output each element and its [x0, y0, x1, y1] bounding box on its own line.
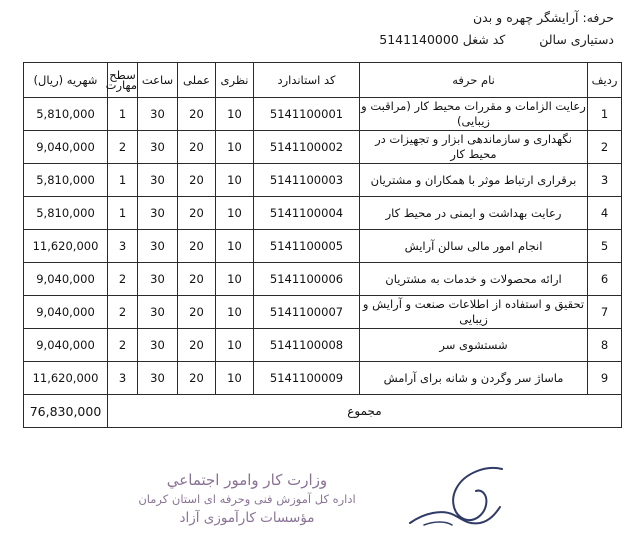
- table-row: [24, 296, 622, 329]
- cell-name: تحقیق و استفاده از اطلاعات صنعت و آرایش و زیبایی: [360, 296, 588, 329]
- cell-saat: 30: [138, 263, 178, 296]
- cell-radif: 3: [588, 164, 622, 197]
- cell-saat: 30: [138, 131, 178, 164]
- job-code-line: [26, 30, 614, 50]
- header-radif: ردیف: [588, 63, 622, 98]
- cell-skill-level: 3: [108, 362, 138, 395]
- cell-amali: 20: [178, 164, 216, 197]
- cell-fee: 9,040,000: [24, 329, 108, 362]
- table-row: [24, 329, 622, 362]
- table-total-row: [24, 395, 622, 428]
- header-amali: عملی: [178, 63, 216, 98]
- cell-radif: 1: [588, 98, 622, 131]
- document-header: [0, 0, 640, 56]
- cell-nazari: 10: [216, 329, 254, 362]
- cell-saat: 30: [138, 329, 178, 362]
- cell-amali: 20: [178, 329, 216, 362]
- cell-radif: 6: [588, 263, 622, 296]
- signature-icon: [390, 463, 560, 539]
- cell-amali: 20: [178, 230, 216, 263]
- cell-radif: 4: [588, 197, 622, 230]
- total-value: 76,830,000: [24, 395, 108, 428]
- cell-amali: 20: [178, 296, 216, 329]
- cell-name: نگهداری و سازماندهی ابزار و تجهیزات در محیط کار: [360, 131, 588, 164]
- cell-saat: 30: [138, 98, 178, 131]
- table-row: [24, 131, 622, 164]
- cell-name: شستشوی سر: [360, 329, 588, 362]
- cell-skill-level: 2: [108, 131, 138, 164]
- table-body: [24, 98, 622, 428]
- table-row: [24, 197, 622, 230]
- cell-nazari: 10: [216, 362, 254, 395]
- cell-name: ماساژ سر وگردن و شانه برای آرامش: [360, 362, 588, 395]
- header-nazari: نظری: [216, 63, 254, 98]
- table-row: [24, 164, 622, 197]
- stamp-line-office: اداره کل آموزش فنی وحرفه ای استان کرمان: [138, 492, 356, 506]
- cell-name: ارائه محصولات و خدمات به مشتریان: [360, 263, 588, 296]
- cell-code: 5141100007: [254, 296, 360, 329]
- table-row: [24, 263, 622, 296]
- cell-code: 5141100009: [254, 362, 360, 395]
- cell-code: 5141100001: [254, 98, 360, 131]
- cell-code: 5141100008: [254, 329, 360, 362]
- cell-nazari: 10: [216, 263, 254, 296]
- cell-name: رعایت بهداشت و ایمنی در محیط کار: [360, 197, 588, 230]
- cell-skill-level: 2: [108, 329, 138, 362]
- cell-code: 5141100006: [254, 263, 360, 296]
- header-fee: شهریه (ریال): [24, 63, 108, 98]
- cell-skill-level: 3: [108, 230, 138, 263]
- cell-nazari: 10: [216, 131, 254, 164]
- cell-radif: 2: [588, 131, 622, 164]
- cell-amali: 20: [178, 98, 216, 131]
- cell-radif: 8: [588, 329, 622, 362]
- cell-amali: 20: [178, 263, 216, 296]
- cell-radif: 9: [588, 362, 622, 395]
- cell-code: 5141100002: [254, 131, 360, 164]
- cell-nazari: 10: [216, 230, 254, 263]
- cell-amali: 20: [178, 362, 216, 395]
- cell-code: 5141100003: [254, 164, 360, 197]
- profession-line: [26, 8, 614, 28]
- official-stamp: [122, 471, 372, 528]
- total-label: مجموع: [108, 395, 622, 428]
- header-skill-level: سطح مهارت: [108, 63, 138, 98]
- cell-fee: 9,040,000: [24, 296, 108, 329]
- cell-skill-level: 2: [108, 263, 138, 296]
- cell-fee: 9,040,000: [24, 263, 108, 296]
- cell-amali: 20: [178, 197, 216, 230]
- header-code: کد استاندارد: [254, 63, 360, 98]
- stamp-and-signature-area: [0, 455, 640, 541]
- cell-nazari: 10: [216, 98, 254, 131]
- cell-radif: 7: [588, 296, 622, 329]
- handwritten-signature: [390, 463, 560, 539]
- cell-amali: 20: [178, 131, 216, 164]
- header-name: نام حرفه: [360, 63, 588, 98]
- cell-skill-level: 2: [108, 296, 138, 329]
- cell-fee: 5,810,000: [24, 197, 108, 230]
- table-header-row: [24, 63, 622, 98]
- table-row: [24, 98, 622, 131]
- cell-fee: 5,810,000: [24, 98, 108, 131]
- cell-skill-level: 1: [108, 164, 138, 197]
- cell-fee: 9,040,000: [24, 131, 108, 164]
- header-saat: ساعت: [138, 63, 178, 98]
- cell-nazari: 10: [216, 296, 254, 329]
- table-row: [24, 230, 622, 263]
- cell-name: رعایت الزامات و مقررات محیط کار (مراقبت و زیبایی): [360, 98, 588, 131]
- stamp-line-institutes: مؤسسات کارآموزی آزاد: [179, 510, 315, 526]
- cell-saat: 30: [138, 230, 178, 263]
- cell-code: 5141100004: [254, 197, 360, 230]
- cell-nazari: 10: [216, 164, 254, 197]
- stamp-line-ministry: وزارت کار وامور اجتماعي: [166, 471, 328, 489]
- cell-skill-level: 1: [108, 98, 138, 131]
- cell-radif: 5: [588, 230, 622, 263]
- cell-saat: 30: [138, 296, 178, 329]
- job-code-text: کد شغل 5141140000: [379, 32, 506, 47]
- profession-text: حرفه: آرایشگر چهره و بدن: [472, 10, 614, 25]
- cell-fee: 11,620,000: [24, 362, 108, 395]
- cell-name: انجام امور مالی سالن آرایش: [360, 230, 588, 263]
- cell-saat: 30: [138, 164, 178, 197]
- salon-assist-text: دستیاری سالن: [539, 32, 614, 47]
- cell-fee: 11,620,000: [24, 230, 108, 263]
- cell-saat: 30: [138, 362, 178, 395]
- competency-table: [23, 62, 622, 428]
- cell-code: 5141100005: [254, 230, 360, 263]
- cell-fee: 5,810,000: [24, 164, 108, 197]
- cell-name: برقراری ارتباط موثر با همکاران و مشتریان: [360, 164, 588, 197]
- cell-saat: 30: [138, 197, 178, 230]
- cell-nazari: 10: [216, 197, 254, 230]
- cell-skill-level: 1: [108, 197, 138, 230]
- table-header: [24, 63, 622, 98]
- table-row: [24, 362, 622, 395]
